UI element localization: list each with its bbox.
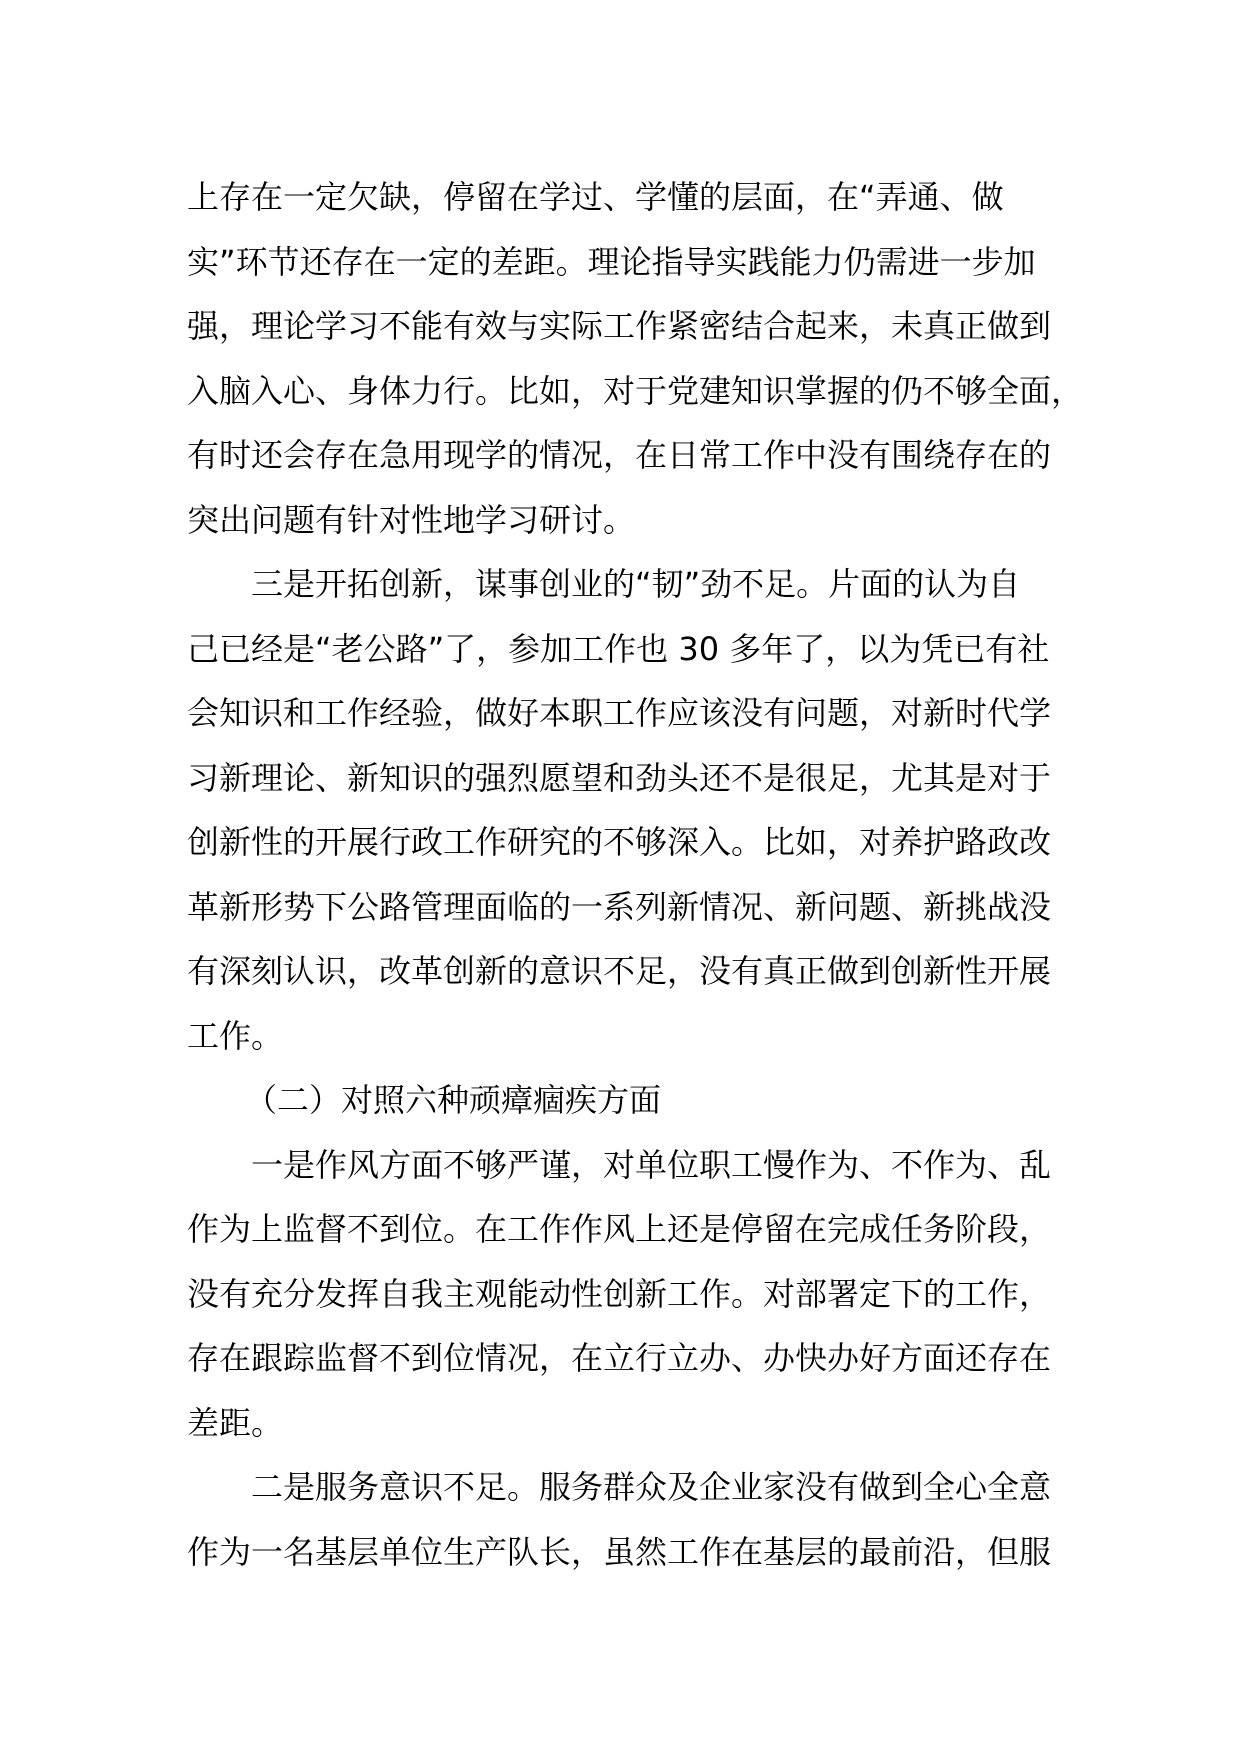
text-line: 革新形势下公路管理面临的一系列新情况、新问题、新挑战没: [187, 887, 1052, 926]
text-line: 入脑入心、身体力行。比如，对于党建知识掌握的仍不够全面，: [187, 371, 1084, 410]
paragraph-first-line: 三是开拓创新，谋事创业的“韧”劲不足。片面的认为自: [251, 565, 1021, 603]
text-line: 创新性的开展行政工作研究的不够深入。比如，对养护路政改: [187, 823, 1052, 861]
text-line: 强，理论学习不能有效与实际工作紧密结合起来，未真正做到: [187, 307, 1052, 345]
document-body: [187, 165, 1084, 1584]
section-heading: （二）对照六种顽瘴痼疾方面: [245, 1081, 662, 1119]
text-line: 突出问题有针对性地学习研讨。: [187, 500, 636, 539]
text-line: 上存在一定欠缺，停留在学过、学懂的层面，在“弄通、做: [187, 178, 1004, 216]
text-line: 差距。: [187, 1403, 284, 1442]
text-line: 存在跟踪监督不到位情况，在立行立办、办快办好方面还存在: [187, 1339, 1052, 1377]
text-line: 实”环节还存在一定的差距。理论指导实践能力仍需进一步加: [187, 242, 1036, 281]
text-line: 有时还会存在急用现学的情况，在日常工作中没有围绕存在的: [187, 436, 1052, 474]
text-line: 有深刻认识，改革创新的意识不足，没有真正做到创新性开展: [187, 952, 1052, 990]
paragraph-first-line: 二是服务意识不足。服务群众及企业家没有做到全心全意: [251, 1468, 1052, 1506]
text-line: 作为一名基层单位生产队长，虽然工作在基层的最前沿，但服: [187, 1532, 1052, 1571]
text-line: 会知识和工作经验，做好本职工作应该没有问题，对新时代学: [187, 694, 1052, 732]
text-line: 工作。: [187, 1016, 284, 1055]
text-line: 习新理论、新知识的强烈愿望和劲头还不是很足，尤其是对于: [187, 758, 1052, 797]
paragraph-first-line: 一是作风方面不够严谨，对单位职工慢作为、不作为、乱: [251, 1145, 1052, 1184]
text-line: 作为上监督不到位。在工作作风上还是停留在完成任务阶段，: [187, 1210, 1052, 1248]
text-line: 己已经是“老公路”了，参加工作也 30 多年了，以为凭已有社: [187, 629, 1050, 668]
text-line: 没有充分发挥自我主观能动性创新工作。对部署定下的工作，: [187, 1274, 1052, 1313]
